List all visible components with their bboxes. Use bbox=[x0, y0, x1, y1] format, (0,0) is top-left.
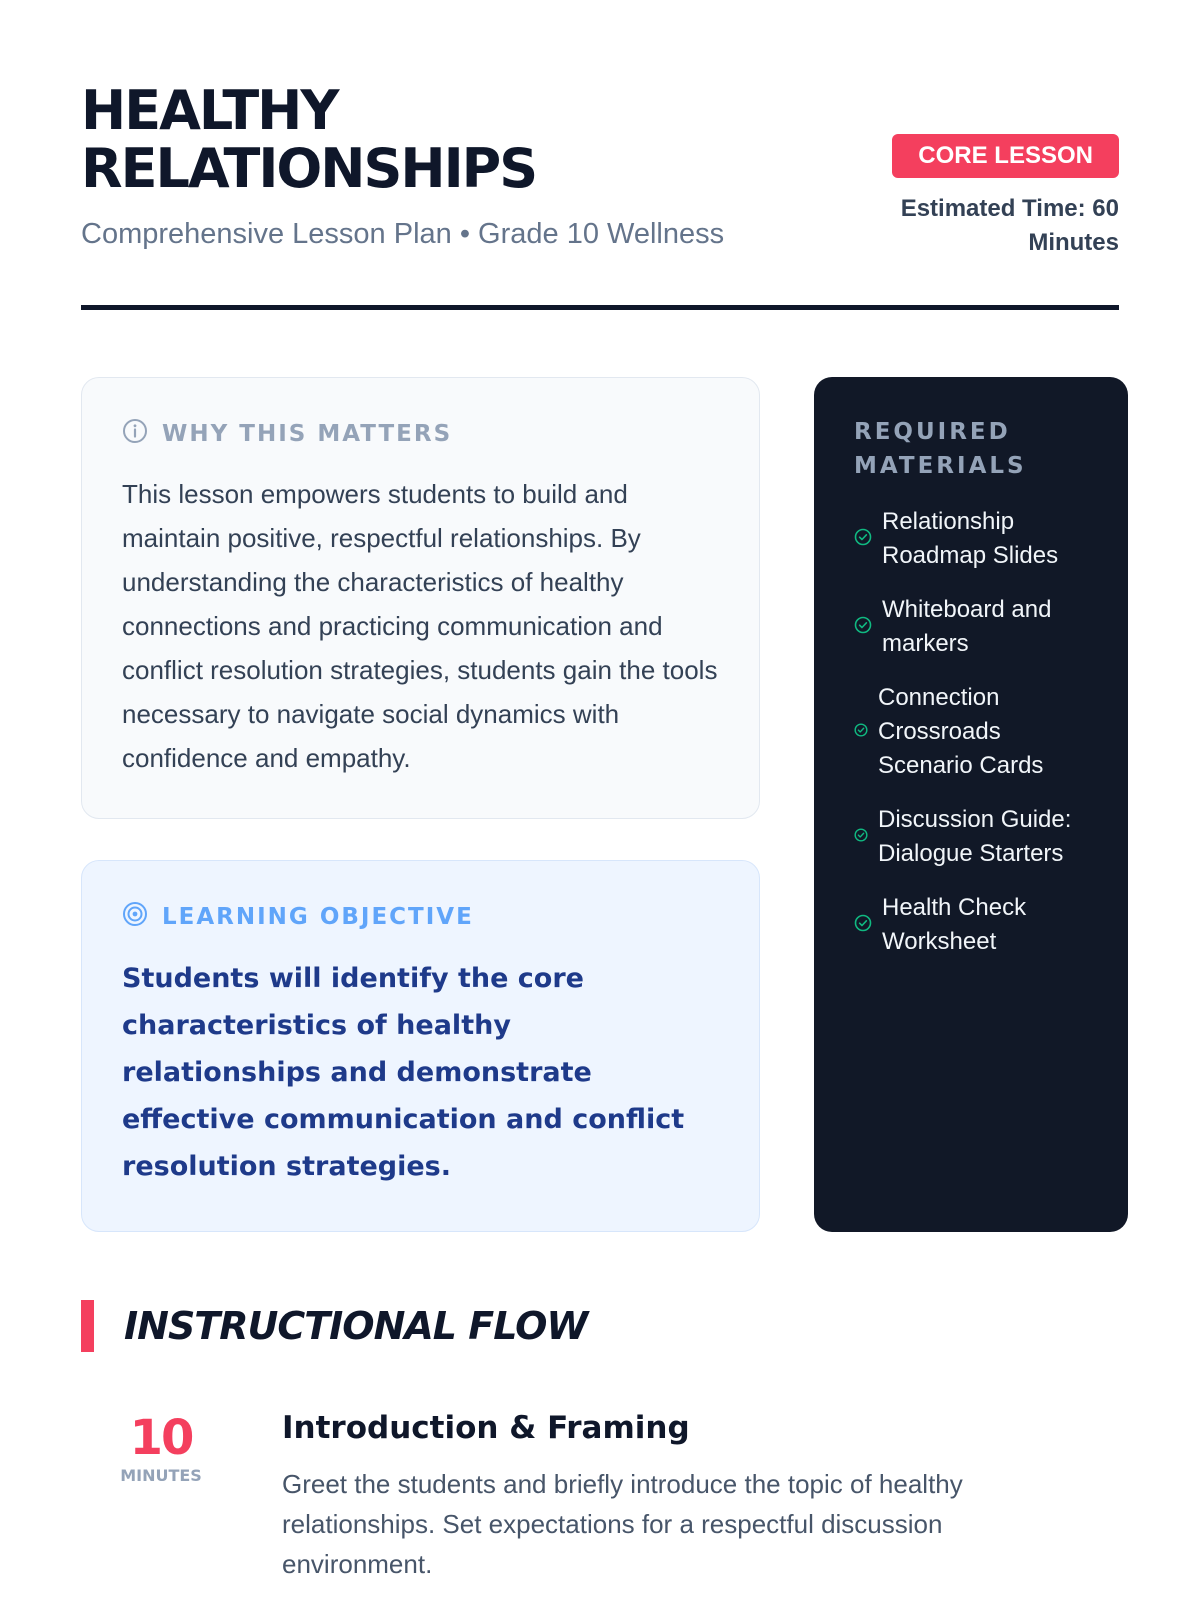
info-icon bbox=[122, 418, 148, 450]
step-minutes-unit: MINUTES bbox=[120, 1466, 202, 1485]
why-heading: WHY THIS MATTERS bbox=[162, 421, 453, 447]
material-label: Connection Crossroads Scenario Cards bbox=[878, 684, 1044, 779]
list-item bbox=[854, 505, 1088, 573]
materials-heading-line-2: MATERIALS bbox=[854, 453, 1027, 479]
list-item bbox=[854, 593, 1088, 661]
step-duration bbox=[81, 1412, 241, 1485]
page-subtitle: Comprehensive Lesson Plan • Grade 10 Wellness bbox=[81, 218, 725, 250]
step-description: Greet the students and briefly introduce the topic of healthy relationships. Set expectations for a respectful discussion environment. bbox=[282, 1469, 963, 1579]
list-item bbox=[854, 803, 1088, 871]
objective-text: Students will identify the core characteristics of healthy relationships and demonstrate effective communication and conflict resolution strategies. bbox=[122, 963, 685, 1182]
core-lesson-badge: CORE LESSON bbox=[892, 134, 1119, 178]
accent-bar bbox=[81, 1300, 94, 1352]
objective-heading-row bbox=[122, 901, 719, 933]
flow-title: INSTRUCTIONAL FLOW bbox=[124, 1304, 588, 1348]
step-minutes: 10 bbox=[129, 1410, 193, 1466]
required-materials-panel bbox=[814, 377, 1128, 1232]
materials-list bbox=[854, 505, 1088, 959]
lesson-header bbox=[81, 0, 1119, 310]
objective-heading: LEARNING OBJECTIVE bbox=[162, 904, 474, 930]
flow-step bbox=[81, 1408, 1128, 1588]
why-heading-row bbox=[122, 418, 719, 450]
why-text: This lesson empowers students to build and maintain positive, respectful relationships. By understanding the characteristics of healthy connections and practicing communication and conflict resolution strategies, students gain the tools necessary to navigate social dynamics with confidence and empathy. bbox=[122, 479, 718, 773]
page-title bbox=[81, 79, 537, 200]
check-circle-icon bbox=[854, 914, 872, 937]
title-line-1: HEALTHY bbox=[81, 79, 338, 142]
check-circle-icon bbox=[854, 616, 872, 639]
why-this-matters-card bbox=[81, 377, 760, 819]
step-body bbox=[282, 1408, 1072, 1584]
list-item bbox=[854, 681, 1088, 783]
material-label: Health Check Worksheet bbox=[882, 894, 1027, 955]
list-item bbox=[854, 891, 1088, 959]
title-line-2: RELATIONSHIPS bbox=[81, 137, 537, 200]
learning-objective-card bbox=[81, 860, 760, 1232]
step-title: Introduction & Framing bbox=[282, 1410, 690, 1446]
material-label: Whiteboard and markers bbox=[882, 596, 1052, 657]
check-circle-icon bbox=[854, 528, 872, 551]
material-label: Discussion Guide: Dialogue Starters bbox=[878, 806, 1072, 867]
estimated-time: Estimated Time: 60 Minutes bbox=[900, 195, 1119, 256]
check-circle-icon bbox=[854, 828, 868, 847]
materials-heading-line-1: REQUIRED bbox=[854, 419, 1011, 445]
check-circle-icon bbox=[854, 723, 868, 742]
target-icon bbox=[122, 901, 148, 933]
lesson-meta bbox=[879, 134, 1119, 260]
materials-heading bbox=[854, 415, 1088, 483]
material-label: Relationship Roadmap Slides bbox=[882, 508, 1059, 569]
instructional-flow-heading bbox=[81, 1300, 587, 1352]
